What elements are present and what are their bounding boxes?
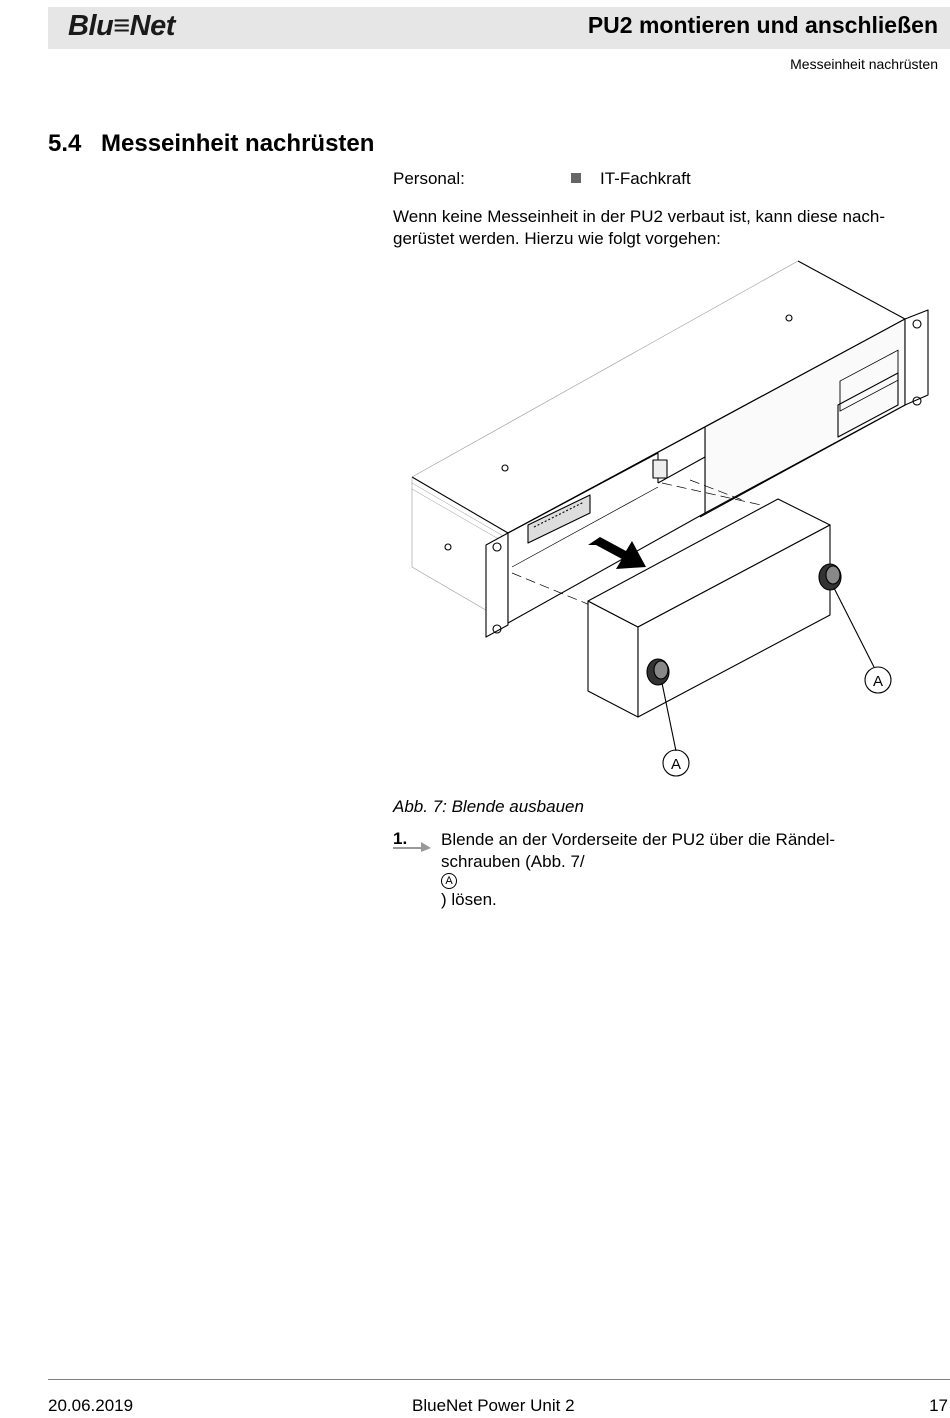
personal-label: Personal: — [393, 169, 465, 188]
footer-divider — [48, 1379, 950, 1380]
intro-paragraph — [393, 206, 938, 250]
footer-page-number: 17 — [929, 1396, 948, 1415]
intro-line: Wenn keine Messeinheit in der PU2 verbaut ist, kann diese nach- — [393, 207, 886, 226]
intro-line: gerüstet werden. Hierzu wie folgt vorgehen: — [393, 229, 721, 248]
circled-a-symbol: A — [441, 873, 457, 889]
chapter-title: PU2 montieren und anschließen — [587, 12, 938, 38]
pu2-blende-illustration — [400, 255, 945, 790]
chapter-subtitle: Messeinheit nachrüsten — [790, 56, 938, 72]
footer-document-title: BlueNet Power Unit 2 — [412, 1396, 575, 1415]
personal-value: IT-Fachkraft — [600, 169, 691, 188]
figure-caption: Abb. 7: Blende ausbauen — [393, 797, 584, 816]
label-a-bottom: A — [670, 756, 682, 773]
step-line-post: ) lösen. — [441, 890, 497, 909]
label-a-right: A — [872, 673, 884, 690]
step-number: 1. — [393, 829, 408, 848]
step-line: Blende an der Vorderseite der PU2 über die Rändel- — [441, 830, 836, 849]
step-text — [441, 829, 901, 911]
section-title: Messeinheit nachrüsten — [101, 130, 375, 157]
step-arrow-icon — [393, 838, 433, 852]
section-number: 5.4 — [48, 130, 82, 157]
step-line — [441, 851, 901, 911]
section-heading — [48, 130, 374, 158]
bullet-square-icon — [571, 173, 581, 183]
step-line-pre: schrauben (Abb. 7/ — [441, 852, 585, 871]
bluenet-logo: Blu≡Net — [68, 10, 175, 42]
footer-date: 20.06.2019 — [48, 1396, 134, 1415]
